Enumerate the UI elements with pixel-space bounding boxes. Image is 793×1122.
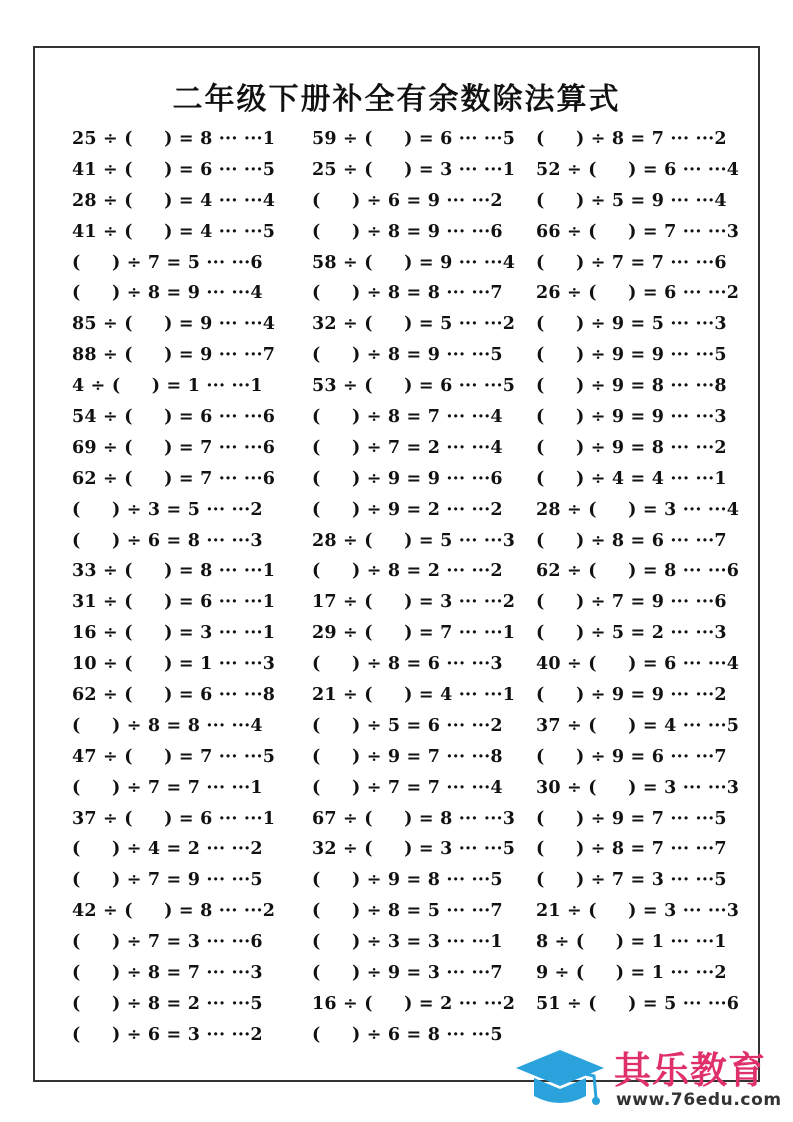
division-problem: 25 ÷ ( ) = 3 ··· ···1 [312,159,516,180]
division-problem: 62 ÷ ( ) = 6 ··· ···8 [72,685,276,706]
division-problem: ( ) ÷ 7 = 9 ··· ···5 [72,870,263,891]
division-problem: 4 ÷ ( ) = 1 ··· ···1 [72,376,263,397]
division-problem: 16 ÷ ( ) = 3 ··· ···1 [72,623,276,644]
division-problem: ( ) ÷ 8 = 6 ··· ···7 [536,530,727,551]
division-problem: 10 ÷ ( ) = 1 ··· ···3 [72,654,276,675]
problem-column-1 [72,124,302,1051]
division-problem: ( ) ÷ 8 = 5 ··· ···7 [312,901,503,922]
division-problem: ( ) ÷ 8 = 8 ··· ···4 [72,715,263,736]
division-problem: ( ) ÷ 7 = 7 ··· ···1 [72,777,263,798]
division-problem: 30 ÷ ( ) = 3 ··· ···3 [536,777,740,798]
division-problem: ( ) ÷ 3 = 5 ··· ···2 [72,499,263,520]
division-problem: ( ) ÷ 6 = 8 ··· ···5 [312,1024,503,1045]
division-problem: ( ) ÷ 9 = 6 ··· ···7 [536,746,727,767]
division-problem: 37 ÷ ( ) = 4 ··· ···5 [536,715,740,736]
division-problem: ( ) ÷ 8 = 6 ··· ···3 [312,654,503,675]
division-problem: ( ) ÷ 9 = 9 ··· ···3 [536,407,727,428]
division-problem: ( ) ÷ 9 = 5 ··· ···3 [536,314,727,335]
division-problem: 62 ÷ ( ) = 7 ··· ···6 [72,468,276,489]
division-problem: 42 ÷ ( ) = 8 ··· ···2 [72,901,276,922]
division-problem: 88 ÷ ( ) = 9 ··· ···7 [72,345,276,366]
division-problem: 32 ÷ ( ) = 5 ··· ···2 [312,314,516,335]
division-problem: 29 ÷ ( ) = 7 ··· ···1 [312,623,516,644]
division-problem: ( ) ÷ 8 = 7 ··· ···4 [312,407,503,428]
division-problem: 41 ÷ ( ) = 4 ··· ···5 [72,221,276,242]
division-problem: ( ) ÷ 4 = 2 ··· ···2 [72,839,263,860]
division-problem: ( ) ÷ 7 = 9 ··· ···6 [536,592,727,613]
division-problem: 52 ÷ ( ) = 6 ··· ···4 [536,159,740,180]
division-problem: ( ) ÷ 8 = 7 ··· ···2 [536,129,727,149]
division-problem: 53 ÷ ( ) = 6 ··· ···5 [312,376,516,397]
division-problem: 85 ÷ ( ) = 9 ··· ···4 [72,314,276,335]
division-problem: ( ) ÷ 9 = 9 ··· ···5 [536,345,727,366]
division-problem: 25 ÷ ( ) = 8 ··· ···1 [72,129,276,149]
division-problem: ( ) ÷ 8 = 9 ··· ···6 [312,221,503,242]
division-problem: 8 ÷ ( ) = 1 ··· ···1 [536,932,727,953]
division-problem: 51 ÷ ( ) = 5 ··· ···6 [536,993,740,1014]
division-problem: 40 ÷ ( ) = 6 ··· ···4 [536,654,740,675]
division-problem: ( ) ÷ 6 = 8 ··· ···3 [72,530,263,551]
division-problem: ( ) ÷ 3 = 3 ··· ···1 [312,932,503,953]
division-problem: ( ) ÷ 5 = 2 ··· ···3 [536,623,727,644]
division-problem: ( ) ÷ 5 = 6 ··· ···2 [312,715,503,736]
division-problem: 37 ÷ ( ) = 6 ··· ···1 [72,808,276,829]
brand-name: 其乐教育 [614,1049,766,1092]
division-problem: ( ) ÷ 6 = 3 ··· ···2 [72,1024,263,1045]
division-problem: ( ) ÷ 7 = 2 ··· ···4 [312,437,503,458]
division-problem: 54 ÷ ( ) = 6 ··· ···6 [72,407,276,428]
division-problem: ( ) ÷ 9 = 8 ··· ···2 [536,437,727,458]
division-problem: 9 ÷ ( ) = 1 ··· ···2 [536,963,727,984]
division-problem: ( ) ÷ 9 = 7 ··· ···5 [536,808,727,829]
graduation-cap-icon [510,1046,610,1116]
problem-column-2 [312,124,542,1051]
division-problem: ( ) ÷ 9 = 8 ··· ···8 [536,376,727,397]
division-problem: ( ) ÷ 6 = 9 ··· ···2 [312,190,503,211]
division-problem: 31 ÷ ( ) = 6 ··· ···1 [72,592,276,613]
division-problem: 47 ÷ ( ) = 7 ··· ···5 [72,746,276,767]
division-problem: ( ) ÷ 8 = 2 ··· ···2 [312,561,503,582]
division-problem: ( ) ÷ 9 = 3 ··· ···7 [312,963,503,984]
division-problem: 62 ÷ ( ) = 8 ··· ···6 [536,561,740,582]
division-problem: 28 ÷ ( ) = 3 ··· ···4 [536,499,740,520]
division-problem: 28 ÷ ( ) = 4 ··· ···4 [72,190,276,211]
division-problem: ( ) ÷ 8 = 7 ··· ···3 [72,963,263,984]
brand-logo [510,1040,790,1120]
division-problem: ( ) ÷ 5 = 9 ··· ···4 [536,190,727,211]
problem-column-3 [536,124,766,1020]
division-problem: ( ) ÷ 7 = 7 ··· ···4 [312,777,503,798]
division-problem: ( ) ÷ 7 = 3 ··· ···5 [536,870,727,891]
division-problem: 17 ÷ ( ) = 3 ··· ···2 [312,592,516,613]
page-title: 二年级下册补全有余数除法算式 [172,82,621,117]
division-problem: ( ) ÷ 9 = 7 ··· ···8 [312,746,503,767]
division-problem: 33 ÷ ( ) = 8 ··· ···1 [72,561,276,582]
division-problem: ( ) ÷ 8 = 9 ··· ···5 [312,345,503,366]
division-problem: 66 ÷ ( ) = 7 ··· ···3 [536,221,740,242]
brand-url: www.76edu.com [616,1090,782,1110]
division-problem: 16 ÷ ( ) = 2 ··· ···2 [312,993,516,1014]
division-problem: 58 ÷ ( ) = 9 ··· ···4 [312,252,516,273]
division-problem: 28 ÷ ( ) = 5 ··· ···3 [312,530,516,551]
division-problem: ( ) ÷ 9 = 2 ··· ···2 [312,499,503,520]
division-problem: 59 ÷ ( ) = 6 ··· ···5 [312,129,516,149]
division-problem: ( ) ÷ 9 = 9 ··· ···2 [536,685,727,706]
division-problem: ( ) ÷ 9 = 9 ··· ···6 [312,468,503,489]
division-problem: ( ) ÷ 8 = 7 ··· ···7 [536,839,727,860]
division-problem: ( ) ÷ 8 = 9 ··· ···4 [72,283,263,304]
division-problem: ( ) ÷ 7 = 5 ··· ···6 [72,252,263,273]
division-problem: 69 ÷ ( ) = 7 ··· ···6 [72,437,276,458]
division-problem: 21 ÷ ( ) = 3 ··· ···3 [536,901,740,922]
division-problem: ( ) ÷ 7 = 3 ··· ···6 [72,932,263,953]
division-problem: ( ) ÷ 4 = 4 ··· ···1 [536,468,727,489]
division-problem: 32 ÷ ( ) = 3 ··· ···5 [312,839,516,860]
division-problem: ( ) ÷ 8 = 2 ··· ···5 [72,993,263,1014]
division-problem: 41 ÷ ( ) = 6 ··· ···5 [72,159,276,180]
division-problem: 21 ÷ ( ) = 4 ··· ···1 [312,685,516,706]
division-problem: 67 ÷ ( ) = 8 ··· ···3 [312,808,516,829]
division-problem: ( ) ÷ 9 = 8 ··· ···5 [312,870,503,891]
division-problem: ( ) ÷ 8 = 8 ··· ···7 [312,283,503,304]
division-problem: ( ) ÷ 7 = 7 ··· ···6 [536,252,727,273]
division-problem: 26 ÷ ( ) = 6 ··· ···2 [536,283,740,304]
